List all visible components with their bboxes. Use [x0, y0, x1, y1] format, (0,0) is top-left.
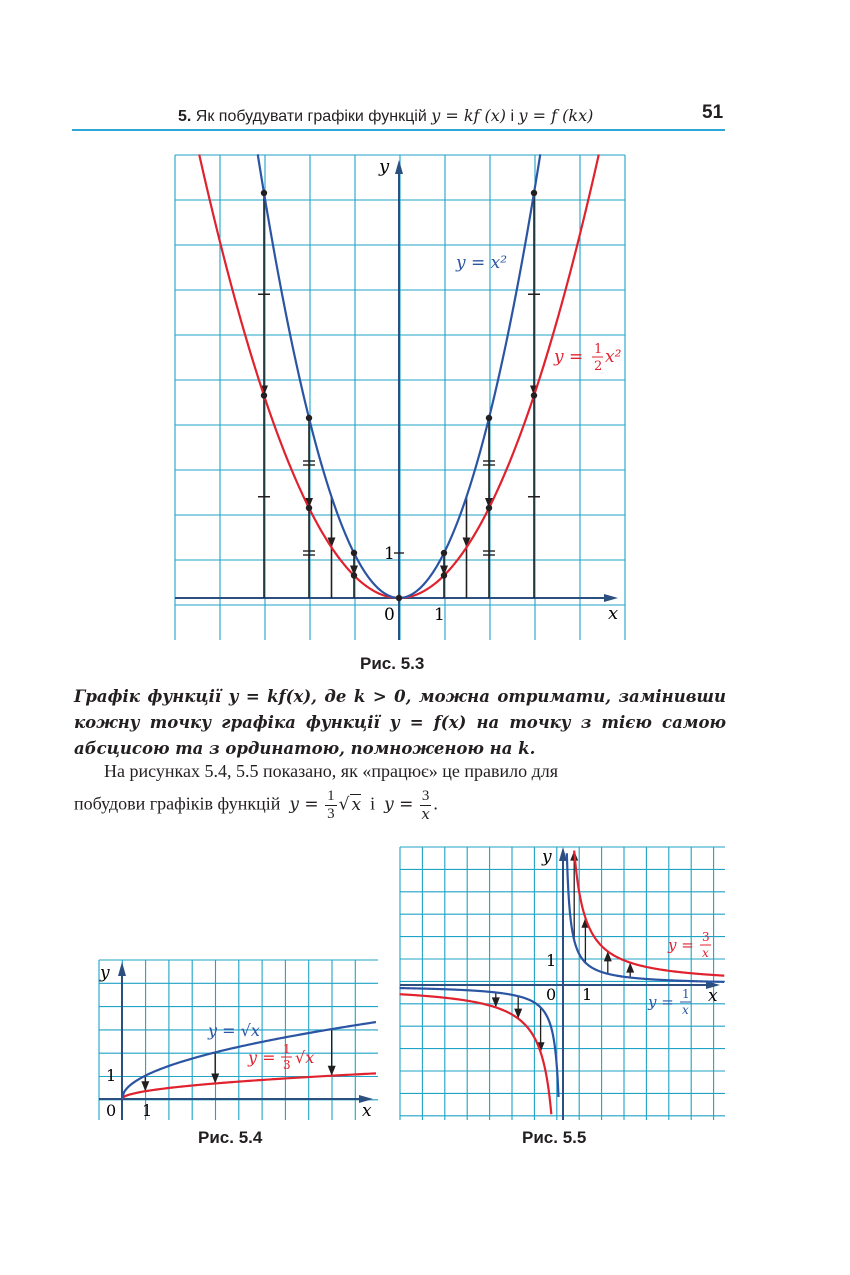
- tick-x-label: 1: [142, 1101, 153, 1120]
- header-conj: і: [510, 108, 515, 125]
- header-formula-2: y = f (kx): [518, 106, 594, 125]
- origin-label: 0: [384, 605, 395, 625]
- page-number: 51: [702, 102, 724, 123]
- curve-one-over-x-right: [567, 853, 724, 982]
- svg-text:x: x: [682, 1003, 689, 1017]
- header-formula-1: y = kf (x): [431, 106, 507, 125]
- figure-5-4: [95, 958, 380, 1123]
- axis-x-label: x: [362, 1101, 372, 1121]
- svg-text:√x: √x: [295, 1048, 315, 1067]
- svg-text:y =: y =: [554, 347, 584, 367]
- figure-5-5: [397, 844, 727, 1122]
- svg-text:x²: x²: [605, 347, 622, 367]
- point: [486, 415, 492, 421]
- origin-label: 0: [546, 985, 557, 1004]
- label-third-sqrt: [247, 1042, 314, 1072]
- figure-5-3: [170, 150, 630, 645]
- point: [441, 550, 447, 556]
- tick-y-label: 1: [546, 951, 557, 970]
- header-rule: [72, 129, 725, 131]
- paragraph-line-1: На рисунках 5.4, 5.5 показано, як «працює» це правило для: [104, 761, 559, 781]
- point: [441, 572, 447, 578]
- caption-5-5: Рис. 5.5: [522, 1128, 587, 1147]
- curve-third-sqrt: [122, 1073, 376, 1099]
- tick-x-label: 1: [582, 985, 593, 1004]
- caption-5-4: Рис. 5.4: [198, 1128, 263, 1147]
- axis-x-label: x: [608, 603, 619, 624]
- section-number: 5.: [178, 108, 192, 125]
- paragraph-line-2: побудови графіків функцій y = $\frac{1}{3}$ √ x і y = $\frac{3}{x}$ .: [74, 788, 438, 823]
- grid: [99, 960, 378, 1120]
- paragraph: [74, 758, 726, 823]
- svg-text:3: 3: [702, 930, 710, 944]
- svg-text:1: 1: [283, 1042, 291, 1056]
- point: [396, 595, 402, 601]
- page-header: [0, 0, 850, 140]
- point: [306, 505, 312, 511]
- point: [486, 505, 492, 511]
- point: [531, 392, 537, 398]
- axis-x-label: x: [708, 986, 718, 1006]
- tick-y-label: 1: [384, 544, 395, 564]
- fraction-one-third: $\frac{1}{3}$: [327, 788, 335, 822]
- label-x-squared: y = x²: [456, 253, 508, 273]
- caption-5-3: Рис. 5.3: [360, 654, 425, 673]
- svg-text:1: 1: [682, 987, 690, 1001]
- axis-y-label: y: [379, 156, 390, 177]
- arrow-head: [328, 1066, 336, 1076]
- point: [351, 550, 357, 556]
- label-sqrt: y = √x: [208, 1021, 260, 1040]
- running-head: [178, 106, 593, 126]
- svg-text:3: 3: [283, 1058, 291, 1072]
- point: [531, 190, 537, 196]
- label-three-over-x: [667, 930, 711, 960]
- axes: [175, 160, 618, 640]
- point: [261, 190, 267, 196]
- fraction-three-over-x: $\frac{3}{x}$: [421, 788, 430, 823]
- y-axis-arrow: [118, 962, 126, 976]
- point: [306, 415, 312, 421]
- svg-text:y =: y =: [648, 993, 674, 1011]
- point: [261, 392, 267, 398]
- axis-y-label: y: [542, 847, 552, 867]
- arrow-head: [211, 1073, 219, 1083]
- rule-statement: Графік функції y = kf(x), де k > 0, можна отримати, замінивши кожну точку графіка функції y = f(x) на точку з тією самою абсцисою та з ординатою, помноженою на k.: [74, 687, 726, 758]
- svg-text:1: 1: [594, 342, 603, 357]
- svg-text:x: x: [702, 946, 709, 960]
- point: [351, 572, 357, 578]
- tick-x-label: 1: [434, 605, 445, 625]
- label-half-x-squared: [553, 342, 622, 374]
- axes: [400, 847, 720, 1120]
- tick-y-label: 1: [106, 1066, 117, 1085]
- origin-label: 0: [106, 1101, 117, 1120]
- svg-text:2: 2: [594, 359, 603, 374]
- svg-text:y =: y =: [668, 936, 694, 954]
- axis-y-label: y: [100, 963, 110, 983]
- y-axis-arrow: [395, 160, 403, 174]
- x-axis-arrow: [604, 594, 618, 602]
- section-title: Як побудувати графіки функцій: [195, 108, 427, 125]
- svg-text:y =: y =: [248, 1048, 276, 1067]
